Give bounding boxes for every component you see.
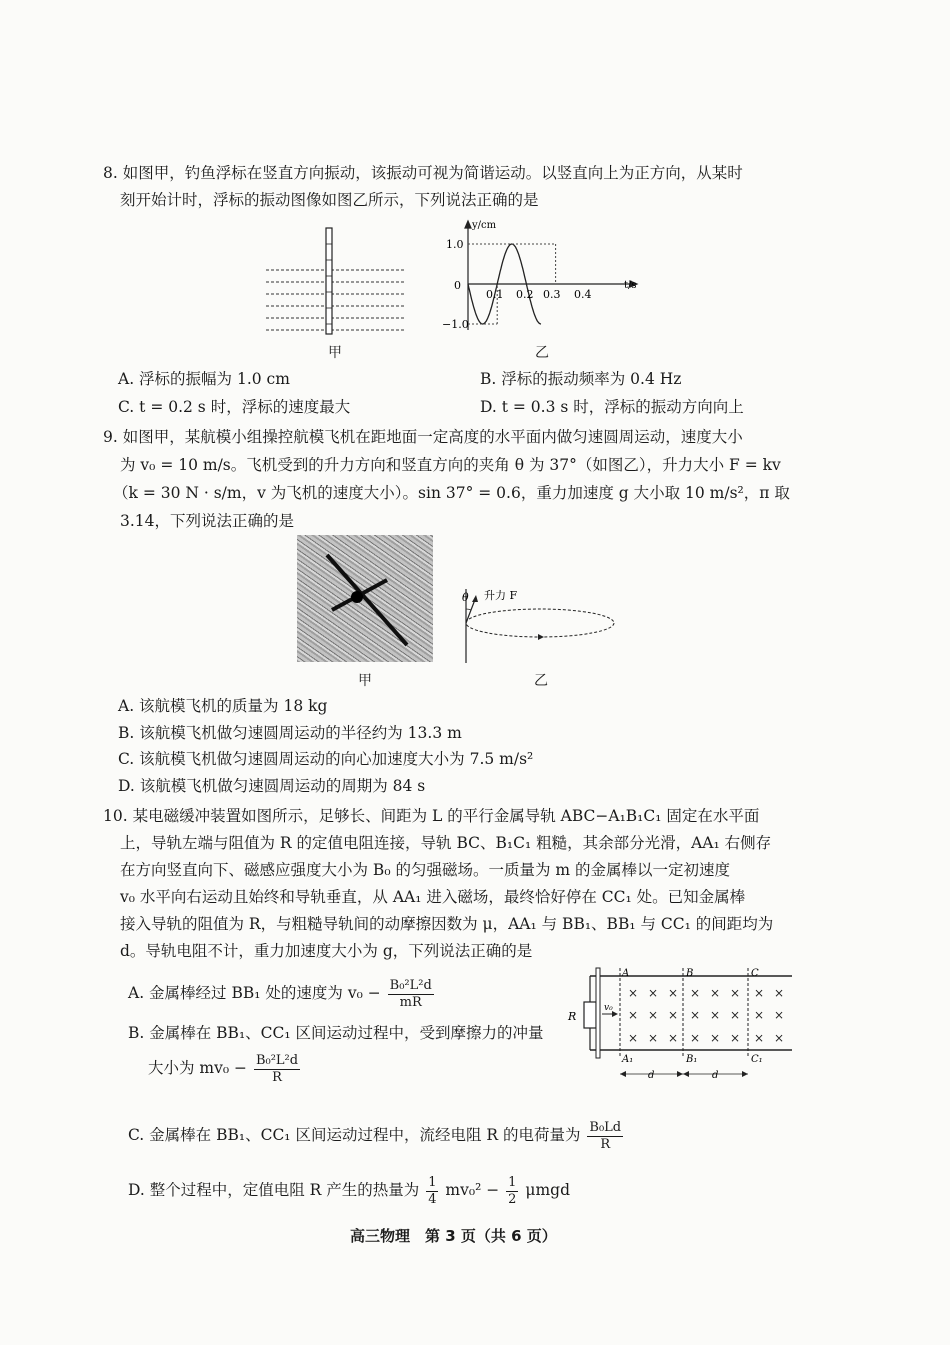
q10-option-d-text: D. 整个过程中，定值电阻 R 产生的热量为 (128, 1181, 420, 1199)
q9-stem-line4: 3.14，下列说法正确的是 (120, 512, 295, 530)
q10-stem-line1: 10. 某电磁缓冲装置如图所示，足够长、间距为 L 的平行金属导轨 ABC−A₁B₁C₁ 固定在水平面 (103, 807, 760, 825)
q8-fig-yi-caption: 乙 (535, 345, 549, 361)
q9-stem-line2: 为 v₀ = 10 m/s。飞机受到的升力方向和竖直方向的夹角 θ 为 37°（如图乙），升力大小 F = kv (120, 456, 781, 474)
q9-fig-jia-caption: 甲 (358, 673, 372, 689)
magnetic-field-cross: × (754, 1031, 765, 1045)
q8-option-c: C. t = 0.2 s 时，浮标的速度最大 (118, 398, 351, 416)
q10-option-d-post: μmgd (525, 1181, 570, 1199)
q9-option-a: A. 该航模飞机的质量为 18 kg (118, 697, 328, 715)
magnetic-field-cross: × (730, 1031, 741, 1045)
q10-option-d-den1: 4 (428, 1191, 437, 1207)
q9-stem-line3: （k = 30 N · s/m，v 为飞机的速度大小）。sin 37° = 0.6，重力加速度 g 大小取 10 m/s²，π 取 (113, 484, 790, 502)
magnetic-field-cross: × (710, 986, 721, 1000)
q8-graph-ytick-1: 1.0 (446, 238, 464, 251)
magnetic-field-cross: × (668, 986, 679, 1000)
q10-option-b-text: 大小为 mv₀ − (148, 1059, 248, 1077)
q10-option-b-num: B₀²L²d (255, 1052, 299, 1068)
q9-model-airplane-photo (297, 535, 433, 662)
q10-label-d1: d (648, 1070, 655, 1081)
magnetic-field-cross: × (690, 986, 701, 1000)
q8-stem-line1: 8. 如图甲，钓鱼浮标在竖直方向振动，该振动可视为简谐运动。以竖直向上为正方向，从某时 (103, 164, 743, 182)
magnetic-field-cross: × (628, 1008, 639, 1022)
q10-label-B1: B₁ (686, 1054, 698, 1065)
magnetic-field-cross: × (668, 1031, 679, 1045)
magnetic-field-cross: × (774, 1008, 785, 1022)
q8-graph-ytick-neg1: −1.0 (442, 318, 469, 331)
q10-label-A1: A₁ (622, 1054, 634, 1065)
q10-option-d (128, 1170, 570, 1210)
q9-stem-line1: 9. 如图甲，某航模小组操控航模飞机在距地面一定高度的水平面内做匀速圆周运动，速度大小 (103, 428, 743, 446)
magnetic-field-cross: × (754, 986, 765, 1000)
q10-option-c-text: C. 金属棒在 BB₁、CC₁ 区间运动过程中，流经电阻 R 的电荷量为 (128, 1126, 581, 1144)
magnetic-field-cross: × (690, 1008, 701, 1022)
q8-stem-line2: 刻开始计时，浮标的振动图像如图乙所示，下列说法正确的是 (120, 191, 539, 209)
q9-lift-label: 升力 F (484, 589, 518, 602)
q8-vibration-graph (438, 218, 648, 338)
magnetic-field-cross: × (690, 1031, 701, 1045)
magnetic-field-cross: × (648, 1008, 659, 1022)
q9-fig-yi-caption: 乙 (534, 673, 548, 689)
q10-stem-line3: 在方向竖直向下、磁感应强度大小为 B₀ 的匀强磁场。一质量为 m 的金属棒以一定初速度 (120, 861, 731, 879)
q10-label-B: B (686, 968, 694, 979)
q10-option-a-num: B₀²L²d (389, 977, 432, 993)
q8-graph-xtick-01: 0.1 (486, 288, 504, 301)
magnetic-field-cross: × (754, 1008, 765, 1022)
q8-graph-xtick-03: 0.3 (543, 288, 561, 301)
q10-stem-line2: 上，导轨左端与阻值为 R 的定值电阻连接，导轨 BC、B₁C₁ 粗糙，其余部分光滑，AA₁ 右侧存 (120, 834, 772, 852)
q10-option-c-den: R (600, 1136, 611, 1152)
q10-option-a (128, 973, 436, 1013)
magnetic-field-cross: × (730, 1008, 741, 1022)
q10-option-d-den2: 2 (508, 1191, 517, 1207)
magnetic-field-cross: × (648, 986, 659, 1000)
q8-fig-jia-caption: 甲 (328, 345, 342, 361)
page-footer: 高三物理 第 3 页（共 6 页） (350, 1227, 557, 1245)
q10-option-b-den: R (272, 1069, 282, 1085)
q10-option-a-den: mR (399, 994, 422, 1010)
q8-option-a: A. 浮标的振幅为 1.0 cm (118, 370, 290, 388)
magnetic-field-cross: × (710, 1031, 721, 1045)
q10-option-b-line1: B. 金属棒在 BB₁、CC₁ 区间运动过程中，受到摩擦力的冲量 (128, 1024, 544, 1042)
q10-label-C1: C₁ (751, 1054, 763, 1065)
q10-option-b-line2 (148, 1048, 302, 1088)
q10-option-a-text: A. 金属棒经过 BB₁ 处的速度为 v₀ − (128, 984, 381, 1002)
q10-option-c (128, 1115, 625, 1155)
magnetic-field-cross: × (628, 1031, 639, 1045)
q10-label-A: A (622, 968, 630, 979)
q10-label-v0: v₀ (604, 1003, 613, 1013)
magnetic-field-cross: × (774, 986, 785, 1000)
q8-graph-ytick-0: 0 (454, 279, 461, 292)
q10-stem-line6: d。导轨电阻不计，重力加速度大小为 g，下列说法正确的是 (120, 942, 533, 960)
q10-option-d-num2: 1 (508, 1174, 517, 1190)
q8-option-d: D. t = 0.3 s 时，浮标的振动方向向上 (480, 398, 744, 416)
q10-label-d2: d (712, 1070, 719, 1081)
q8-graph-ylabel: y/cm (472, 220, 497, 231)
q9-theta-label: θ (462, 591, 469, 604)
q8-float-figure (262, 224, 412, 339)
q8-graph-xtick-04: 0.4 (574, 288, 592, 301)
magnetic-field-cross: × (774, 1031, 785, 1045)
q10-option-d-mid: mv₀² − (445, 1181, 500, 1199)
q9-option-d: D. 该航模飞机做匀速圆周运动的周期为 84 s (118, 777, 426, 795)
q8-option-b: B. 浮标的振动频率为 0.4 Hz (480, 370, 682, 388)
q10-stem-line4: v₀ 水平向右运动且始终和导轨垂直，从 AA₁ 进入磁场，最终恰好停在 CC₁ 处。已知金属棒 (120, 888, 746, 906)
magnetic-field-cross: × (730, 986, 741, 1000)
q10-label-C: C (751, 968, 759, 979)
q9-circular-motion-diagram (460, 585, 625, 665)
q10-stem-line5: 接入导轨的阻值为 R，与粗糙导轨间的动摩擦因数为 μ，AA₁ 与 BB₁、BB₁ 与 CC₁ 的间距均为 (120, 915, 774, 933)
magnetic-field-cross: × (710, 1008, 721, 1022)
q8-graph-xtick-02: 0.2 (516, 288, 534, 301)
q9-option-c: C. 该航模飞机做匀速圆周运动的向心加速度大小为 7.5 m/s² (118, 750, 534, 768)
q10-label-R: R (568, 1010, 577, 1023)
magnetic-field-cross: × (648, 1031, 659, 1045)
q10-rail-diagram (562, 964, 802, 1084)
q8-graph-xlabel: t/s (624, 280, 637, 291)
q10-option-c-num: B₀Ld (589, 1119, 622, 1135)
q9-option-b: B. 该航模飞机做匀速圆周运动的半径约为 13.3 m (118, 724, 462, 742)
magnetic-field-cross: × (628, 986, 639, 1000)
q10-option-d-num1: 1 (428, 1174, 437, 1190)
magnetic-field-cross: × (668, 1008, 679, 1022)
